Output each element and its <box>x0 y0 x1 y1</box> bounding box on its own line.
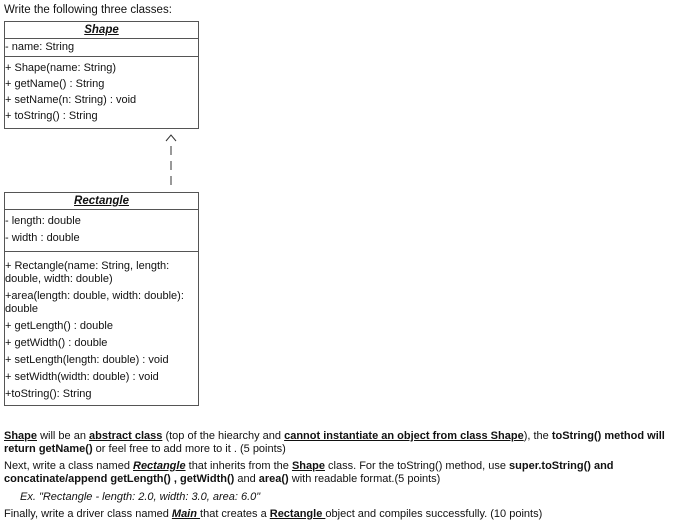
text: that inherits from the <box>185 460 292 472</box>
shape-operations <box>5 57 198 128</box>
shape-attributes <box>5 39 198 57</box>
rectangle-attribute: - length: double <box>5 215 81 227</box>
instruction-main <box>4 508 694 521</box>
rectangle-operations <box>5 252 198 405</box>
text: (top of the hiearchy and <box>162 430 285 442</box>
rectangle-operation: +area(length: double, width: double): double <box>5 290 184 315</box>
rectangle-operation: + getWidth() : double <box>5 337 108 349</box>
intro-text: Write the following three classes: <box>4 4 172 16</box>
shape-operation: + toString() : String <box>5 110 98 122</box>
rectangle-operation: + Rectangle(name: String, length: double, width: double) <box>5 260 170 285</box>
cannot-instantiate-ref: cannot instantiate an object from class Shape <box>284 430 524 442</box>
text: Next, write a class named <box>4 460 133 472</box>
abstract-ref: abstract class <box>89 430 163 442</box>
rectangle-attributes <box>5 210 198 252</box>
rectangle-class-name: Rectangle <box>5 193 198 210</box>
text: will be an <box>37 430 89 442</box>
text: that creates a <box>200 508 270 520</box>
inheritance-arrow <box>163 131 179 187</box>
arrow-head <box>166 135 176 141</box>
tostring-ref: toString() method will return getName() <box>4 430 665 455</box>
instruction-abstract <box>4 430 694 456</box>
text: ), the <box>523 430 552 442</box>
shape-class-box <box>4 21 199 129</box>
area-ref: area() <box>258 473 289 485</box>
text: and <box>234 473 259 485</box>
text: or feel free to add more to it . (5 points) <box>92 443 286 455</box>
rectangle-attribute: - width : double <box>5 232 80 244</box>
text: Finally, write a driver class named <box>4 508 172 520</box>
shape-class-name: Shape <box>5 22 198 39</box>
shape-ref: Shape <box>291 460 325 472</box>
text: object and compiles successfully. (10 points) <box>325 508 543 520</box>
text: with readable format.(5 points) <box>288 473 441 485</box>
shape-attribute: - name: String <box>5 41 75 53</box>
rectangle-ref: Rectangle <box>133 460 186 472</box>
rectangle-class-box <box>4 192 199 406</box>
instruction-rectangle <box>4 460 694 486</box>
rectangle-operation: + setLength(length: double) : void <box>5 354 169 366</box>
shape-operation: + setName(n: String) : void <box>5 94 137 106</box>
rectangle-operation: +toString(): String <box>5 388 92 400</box>
shape-operation: + Shape(name: String) <box>5 62 116 74</box>
rectangle-ref: Rectangle <box>269 508 326 520</box>
text: class. For the toString() method, use <box>324 460 510 472</box>
shape-operation: + getName() : String <box>5 78 105 90</box>
rectangle-operation: + setWidth(width: double) : void <box>5 371 159 383</box>
rectangle-operation: + getLength() : double <box>5 320 113 332</box>
example-text: Ex. "Rectangle - length: 2.0, width: 3.0, area: 6.0" <box>20 491 261 503</box>
shape-ref: Shape <box>4 430 38 442</box>
main-ref: Main <box>171 508 201 520</box>
super-tostring-ref: super.toString() and concatinate/append getLength() , getWidth() <box>4 460 614 485</box>
